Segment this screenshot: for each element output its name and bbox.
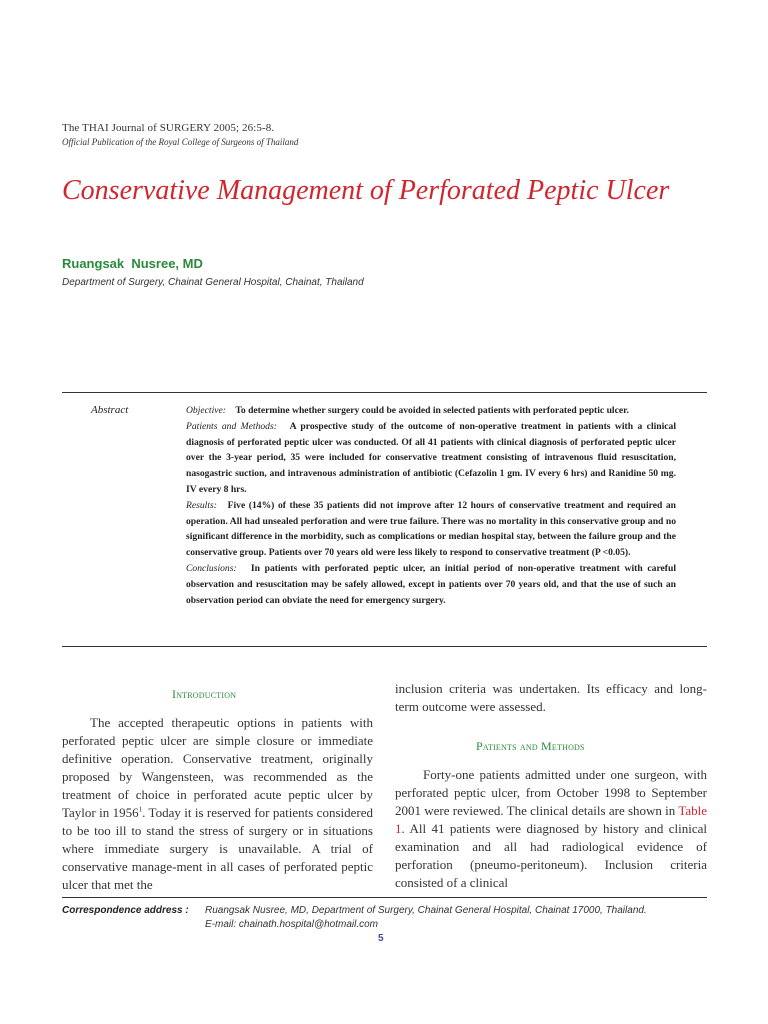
abstract-methods-text: A prospective study of the outcome of non-operative treatment in patients with a clinical diagnosis of perforated peptic ulcer was conducted. Of all 41 patients with clinical diagnosis of perforated peptic ulcer over the 3-year period, 35 were included for conservative treatment consisting of intravenous fluid resuscitation, nasogastric suction, and intravenous administration of antibiotic (Cefazolin 1 gm. IV every 6 hrs) and Ranidine 50 mg. IV every 8 hrs.	[186, 420, 676, 495]
page-number: 5	[378, 933, 384, 944]
author-name: Ruangsak Nusree, MD	[62, 256, 203, 271]
abstract-methods-label: Patients and Methods:	[186, 420, 277, 432]
inclusion-criteria-paragraph: inclusion criteria was undertaken. Its efficacy and long-term outcome were assessed.	[395, 681, 707, 714]
journal-citation: The THAI Journal of SURGERY 2005; 26:5-8.	[62, 122, 275, 134]
intro-text-a: The accepted therapeutic options in patients with perforated peptic ulcer are simple closure or immediate definitive operation. Conservative treatment, originally proposed by Wangensteen, was recommended as the treatment of choice in perforated acute peptic ulcer by Taylor in 1956	[62, 715, 373, 820]
article-title: Conservative Management of Perforated Peptic Ulcer	[62, 175, 670, 206]
author-affiliation: Department of Surgery, Chainat General Hospital, Chainat, Thailand	[62, 277, 364, 288]
introduction-heading: Introduction	[172, 687, 237, 701]
right-column-continuation	[395, 680, 707, 716]
abstract-conclusions	[156, 561, 676, 608]
abstract-objective	[156, 403, 676, 419]
abstract-bottom-rule	[62, 646, 707, 647]
abstract-conclusions-label: Conclusions:	[186, 562, 237, 574]
methods-column	[395, 766, 707, 892]
methods-paragraph	[395, 766, 707, 892]
abstract-conclusions-text: In patients with perforated peptic ulcer, an initial period of non-operative treatment with careful observation and resuscitation may be safely allowed, except in patients over 70 years old, and that the use of such an observation period can obviate the need for emergency surgery.	[186, 562, 676, 606]
correspondence-label: Correspondence address :	[62, 905, 189, 916]
introduction-column	[62, 714, 373, 894]
abstract-label: Abstract	[91, 404, 129, 416]
methods-text-a: Forty-one patients admitted under one surgeon, with perforated peptic ulcer, from October 1998 to September 2001 were reviewed. The clinical details are shown in	[395, 767, 707, 818]
abstract-objective-label: Objective:	[186, 405, 226, 416]
abstract-body	[156, 403, 676, 608]
patients-methods-heading: Patients and Methods	[476, 739, 585, 753]
abstract-objective-text: To determine whether surgery could be avoided in selected patients with perforated peptic ulcer.	[235, 405, 629, 416]
abstract-top-rule	[62, 392, 707, 393]
reference-1: 1	[138, 805, 143, 814]
abstract-methods	[156, 419, 676, 498]
abstract-results	[156, 498, 676, 561]
abstract-results-label: Results:	[186, 499, 217, 511]
abstract-results-text: Five (14%) of these 35 patients did not improve after 12 hours of conservative treatment and required an operation. All had unsealed perforation and were true failure. There was no mortality in this conservative group and no significant difference in the morbidity, such as complications or median hospital stay, between the failure group and the conservative group. Patients over 70 years old were less likely to respond to conservative treatment (P <0.05).	[186, 499, 676, 559]
introduction-paragraph	[62, 714, 373, 894]
footer-rule	[62, 897, 707, 898]
journal-publication-line: Official Publication of the Royal College of Surgeons of Thailand	[62, 137, 299, 147]
correspondence-email[interactable]: E-mail: chainath.hospital@hotmail.com	[205, 919, 379, 930]
intro-text-b: . Today it is reserved for patients considered to be too ill to stand the stress of surgery or in situations where immediate surgery is unavailable. A trial of conservative manage-ment in all cases of perforated peptic ulcer that met the	[62, 805, 373, 892]
methods-text-b: . All 41 patients were diagnosed by history and clinical examination and all had radiological evidence of perforation (pneumo-peritoneum). Inclusion criteria consisted of a clinical	[395, 821, 707, 890]
table-1-link[interactable]: Table 1	[395, 803, 707, 836]
correspondence-address: Ruangsak Nusree, MD, Department of Surgery, Chainat General Hospital, Chainat 17000, Thailand.	[205, 905, 647, 916]
